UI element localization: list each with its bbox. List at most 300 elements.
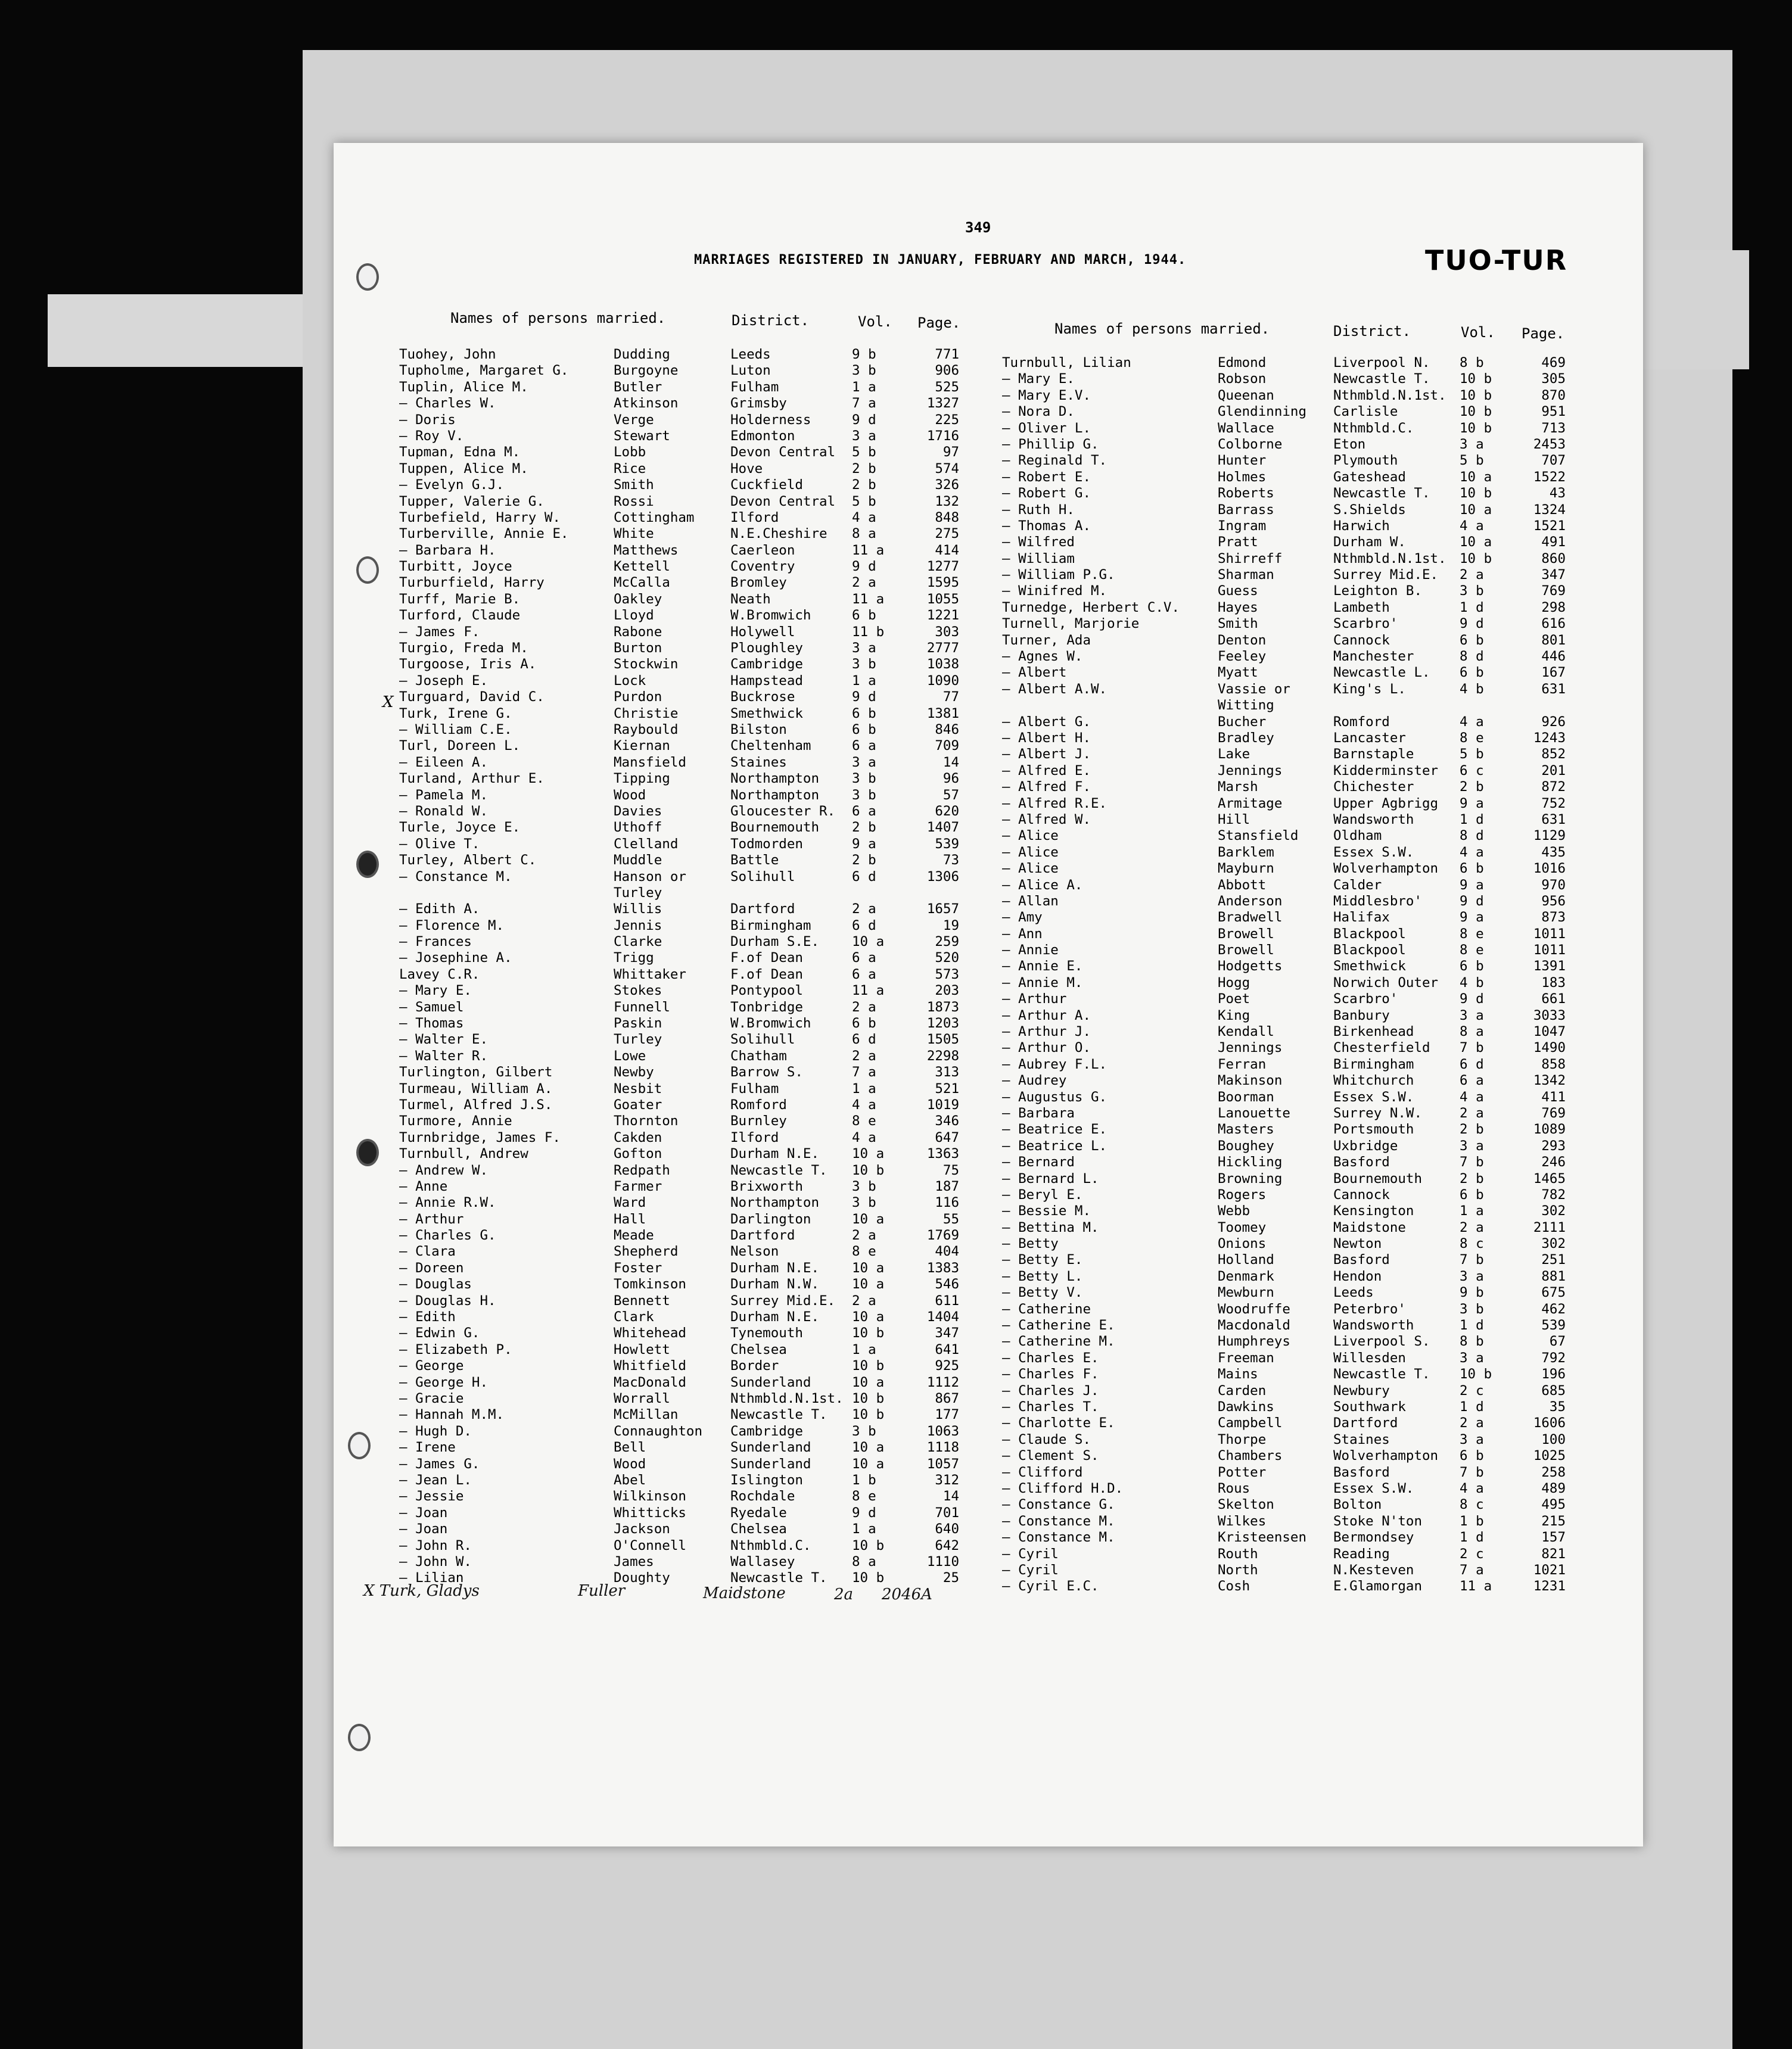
entry-district: Cannock (1333, 1187, 1390, 1203)
entry-vol: 10 a (852, 1276, 885, 1293)
entry-district: Fulham (730, 379, 779, 395)
entry-name: — Mary E.V. (1002, 387, 1091, 403)
entry-name: — Frances (399, 934, 472, 950)
entry-row (1002, 1236, 1574, 1252)
entry-spouse: Kettell (614, 559, 670, 575)
entry-spouse: Rice (614, 460, 646, 477)
entry-page: 1025 (1533, 1448, 1566, 1464)
entry-district: Plymouth (1333, 453, 1398, 469)
handwritten-spouse: Fuller (578, 1582, 626, 1600)
entry-row (1002, 633, 1574, 649)
binder-hole (348, 1432, 371, 1459)
entry-district: Cambridge (730, 1423, 803, 1439)
entry-spouse: Purdon (614, 689, 662, 705)
entry-name: Tuplin, Alice M. (399, 379, 528, 395)
entry-vol: 2 a (852, 1293, 876, 1309)
entry-row (1002, 1089, 1574, 1106)
entry-name: Turff, Marie B. (399, 591, 521, 607)
entry-district: F.of Dean (730, 966, 803, 982)
entry-district: Chatham (730, 1048, 787, 1064)
entry-name: — Edith (399, 1309, 456, 1325)
entry-page: 347 (1541, 567, 1566, 583)
entry-row (399, 869, 995, 885)
entry-vol: 3 a (1460, 1138, 1484, 1154)
entry-spouse: Connaughton (614, 1423, 703, 1439)
entry-spouse: Tipping (614, 771, 670, 787)
entry-district: Peterbro' (1333, 1301, 1406, 1317)
entry-vol: 8 e (1460, 942, 1484, 958)
entry-district: Solihull (730, 868, 795, 885)
entry-district: Solihull (730, 1032, 795, 1048)
entry-vol: 10 b (852, 1537, 885, 1553)
entry-district: Manchester (1333, 649, 1414, 665)
entry-page: 346 (935, 1113, 959, 1129)
entry-name: Turbitt, Joyce (399, 559, 512, 575)
entry-row (399, 624, 995, 640)
entry-row (399, 591, 995, 608)
entry-row (1002, 1057, 1574, 1073)
entry-vol: 3 b (852, 1195, 876, 1211)
entry-district: Newton (1333, 1236, 1382, 1252)
entry-district: King's L. (1333, 681, 1406, 697)
entry-name: — Annie (1002, 942, 1059, 958)
entry-vol: 2 a (852, 575, 876, 591)
entry-vol: 10 b (1460, 420, 1492, 436)
entry-vol: 10 b (1460, 550, 1492, 566)
entry-row (1002, 697, 1574, 714)
entry-spouse: Lake (1218, 746, 1250, 762)
entry-vol: 8 c (1460, 1236, 1484, 1252)
entry-spouse: Burgoyne (614, 363, 679, 379)
entry-name: — Amy (1002, 910, 1043, 926)
entry-spouse: Turley (614, 1032, 662, 1048)
entry-district: Newcastle T. (730, 1407, 827, 1423)
entry-vol: 2 a (1460, 567, 1484, 583)
entry-page: 1595 (926, 575, 959, 591)
entry-vol: 4 a (852, 1097, 876, 1113)
entry-vol: 2 b (852, 477, 876, 493)
entry-name: — Andrew W. (399, 1162, 489, 1178)
entry-vol: 3 b (852, 771, 876, 787)
entry-spouse: Dawkins (1218, 1399, 1274, 1415)
entry-district: Brixworth (730, 1178, 803, 1194)
entry-page: 251 (1541, 1252, 1566, 1268)
entry-vol: 7 b (1460, 1154, 1484, 1170)
entry-name: — Charles W. (399, 396, 496, 412)
entry-spouse: Bucher (1218, 714, 1267, 730)
entry-district: N.Kesteven (1333, 1562, 1414, 1578)
entry-page: 525 (935, 379, 959, 395)
entry-district: Battle (730, 852, 779, 868)
entry-spouse: Campbell (1218, 1415, 1283, 1431)
entry-spouse: Dudding (614, 347, 670, 362)
entry-spouse: McCalla (614, 575, 670, 591)
entry-spouse: Holland (1218, 1252, 1274, 1268)
entry-vol: 3 b (852, 656, 876, 672)
entry-spouse: Kristeensen (1218, 1530, 1307, 1546)
entry-name: Tuppen, Alice M. (399, 460, 528, 477)
entry-name: — Alfred R.E. (1002, 795, 1107, 811)
register-title: MARRIAGES REGISTERED IN JANUARY, FEBRUARY AND MARCH, 1944. (694, 253, 1187, 267)
entry-page: 446 (1541, 649, 1566, 665)
entry-page: 43 (1549, 485, 1566, 502)
entry-page: 303 (935, 624, 959, 640)
entry-page: 25 (942, 1570, 959, 1586)
entries-right-column (1002, 355, 1574, 1595)
entry-vol: 8 e (1460, 926, 1484, 942)
entry-row (1002, 958, 1574, 974)
entry-page: 858 (1541, 1056, 1566, 1072)
entry-vol: 1 a (852, 1080, 876, 1097)
entry-row (399, 1440, 995, 1456)
entry-row (1002, 1578, 1574, 1595)
entry-row (1002, 534, 1574, 550)
entry-name: — Douglas H. (399, 1293, 496, 1309)
entry-page: 1016 (1533, 861, 1566, 877)
entry-vol: 2 b (852, 460, 876, 477)
entry-district: Scarbro' (1333, 991, 1398, 1007)
entry-name: — Ruth H. (1002, 502, 1075, 518)
entry-name: — Alice (1002, 844, 1059, 860)
entry-page: 411 (1541, 1089, 1566, 1105)
entry-name: — Arthur (399, 1211, 464, 1227)
entry-name: — Alfred E. (1002, 762, 1091, 779)
entry-row (1002, 828, 1574, 844)
entry-vol: 11 a (1460, 1578, 1492, 1595)
entry-district: Chelsea (730, 1521, 787, 1537)
entry-vol: 1 b (1460, 1513, 1484, 1529)
entry-district: Islington (730, 1472, 803, 1488)
entry-spouse: Mains (1218, 1366, 1258, 1382)
entry-district: Upper Agbrigg (1333, 795, 1439, 811)
entry-name: — Charles J. (1002, 1382, 1099, 1399)
entry-spouse: Howlett (614, 1341, 670, 1357)
entry-spouse: Glendinning (1218, 404, 1307, 420)
entry-spouse: Wilkinson (614, 1489, 686, 1505)
entry-page: 846 (935, 721, 959, 737)
entry-district: Newcastle T. (1333, 1366, 1430, 1382)
entry-page: 1342 (1533, 1073, 1566, 1089)
entry-name: — Roy V. (399, 428, 464, 444)
entry-vol: 3 a (1460, 436, 1484, 452)
entry-row (399, 396, 995, 412)
entry-name: Turgoose, Iris A. (399, 656, 537, 672)
entry-district: Nthmbld.C. (730, 1537, 811, 1553)
entry-name: — Jessie (399, 1489, 464, 1505)
entry-page: 312 (935, 1472, 959, 1488)
entry-district: N.E.Cheshire (730, 526, 827, 542)
entry-district: Tynemouth (730, 1325, 803, 1341)
entry-name: — Catherine E. (1002, 1318, 1115, 1334)
entry-row (399, 1309, 995, 1325)
entry-page: 201 (1541, 762, 1566, 779)
entry-district: Blackpool (1333, 942, 1406, 958)
handwritten-name: X Turk, Gladys (363, 1582, 480, 1600)
entry-name: — Barbara (1002, 1105, 1075, 1121)
entry-vol: 2 a (852, 1228, 876, 1244)
entry-vol: 3 a (852, 754, 876, 770)
entry-spouse: Rous (1218, 1480, 1250, 1496)
entry-name: — Samuel (399, 999, 464, 1015)
entry-row (1002, 1220, 1574, 1236)
entry-row (399, 1032, 995, 1048)
entry-spouse: Davies (614, 803, 662, 819)
entry-district: Cannock (1333, 632, 1390, 648)
entry-row (1002, 893, 1574, 910)
entry-district: Cheltenham (730, 738, 811, 754)
entry-spouse: Barrass (1218, 502, 1274, 518)
entry-name: — Annie M. (1002, 974, 1083, 991)
entry-page: 2111 (1533, 1219, 1566, 1235)
entry-district: Whitchurch (1333, 1073, 1414, 1089)
entry-district: Durham S.E. (730, 934, 820, 950)
entry-page: 801 (1541, 632, 1566, 648)
entry-vol: 3 b (852, 787, 876, 803)
entry-vol: 9 d (1460, 616, 1484, 632)
entry-spouse: Carden (1218, 1382, 1267, 1399)
entry-name: — Bessie M. (1002, 1203, 1091, 1219)
entry-row (399, 1375, 995, 1391)
entry-page: 258 (1541, 1464, 1566, 1480)
entry-spouse: Denmark (1218, 1268, 1274, 1284)
entry-row (1002, 518, 1574, 534)
entry-spouse: Browell (1218, 926, 1274, 942)
entry-name: — William (1002, 550, 1075, 566)
entry-row (399, 1228, 995, 1244)
entry-vol: 9 b (1460, 1285, 1484, 1301)
entry-spouse: White (614, 526, 654, 542)
entry-district: Durham N.E. (730, 1309, 820, 1325)
entry-name: Turnbull, Lilian (1002, 355, 1131, 370)
entry-spouse: Bell (614, 1440, 646, 1456)
entry-name: — Robert E. (1002, 469, 1091, 485)
entry-row (399, 1293, 995, 1309)
entry-row (399, 1016, 995, 1032)
entry-row (399, 1276, 995, 1293)
entry-row (1002, 1138, 1574, 1154)
entry-page: 1716 (926, 428, 959, 444)
entry-page: 57 (942, 787, 959, 803)
entry-row (399, 575, 995, 591)
entry-district: Buckrose (730, 689, 795, 705)
entry-name: Turnbull, Andrew (399, 1146, 528, 1162)
entry-page: 1021 (1533, 1562, 1566, 1578)
entry-page: 1769 (926, 1228, 959, 1244)
entry-page: 1231 (1533, 1578, 1566, 1595)
entry-spouse: Denton (1218, 632, 1267, 648)
entry-page: 1324 (1533, 502, 1566, 518)
entry-spouse: Masters (1218, 1122, 1274, 1138)
entry-district: Durham N.E. (730, 1146, 820, 1162)
entry-vol: 7 a (852, 396, 876, 412)
entry-page: 616 (1541, 616, 1566, 632)
entry-vol: 6 d (852, 868, 876, 885)
entry-spouse: Jennings (1218, 1040, 1283, 1056)
entry-row (1002, 551, 1574, 567)
entry-name: — James F. (399, 624, 480, 640)
entry-name: — Douglas (399, 1276, 472, 1293)
entry-district: Lambeth (1333, 599, 1390, 615)
entry-page: 275 (935, 526, 959, 542)
film-tab-right (1630, 250, 1749, 369)
entry-vol: 8 c (1460, 1497, 1484, 1513)
entry-district: Bournemouth (730, 820, 820, 836)
entry-name: — Albert G. (1002, 714, 1091, 730)
entry-name: — Joan (399, 1521, 448, 1537)
entry-spouse: Whitehead (614, 1325, 686, 1341)
entry-vol: 9 d (852, 412, 876, 428)
entry-row (1002, 469, 1574, 485)
entry-vol: 10 a (852, 1374, 885, 1390)
entry-vol: 3 b (852, 1178, 876, 1194)
entry-row (399, 347, 995, 363)
entry-spouse: King (1218, 1007, 1250, 1023)
entry-vol: 3 a (1460, 1268, 1484, 1284)
entry-page: 970 (1541, 877, 1566, 893)
entry-row (399, 1113, 995, 1129)
entry-spouse: Lanouette (1218, 1105, 1290, 1121)
entry-district: Dartford (730, 1228, 795, 1244)
entry-page: 259 (935, 934, 959, 950)
entry-page: 2453 (1533, 436, 1566, 452)
entry-page: 215 (1541, 1513, 1566, 1529)
entry-district: Chelsea (730, 1341, 787, 1357)
entry-spouse: Atkinson (614, 396, 679, 412)
entry-spouse: Wood (614, 787, 646, 803)
entry-page: 1090 (926, 672, 959, 689)
entry-vol: 6 a (852, 950, 876, 966)
entry-spouse: Jennings (1218, 762, 1283, 779)
entry-vol: 4 a (1460, 844, 1484, 860)
entry-district: W.Bromwich (730, 1016, 811, 1032)
entry-name: — Constance M. (1002, 1530, 1115, 1546)
entry-row (399, 1521, 995, 1537)
entry-vol: 1 a (852, 1521, 876, 1537)
entry-vol: 10 b (852, 1391, 885, 1406)
entry-name: Turner, Ada (1002, 632, 1091, 648)
entry-name: — John W. (399, 1553, 472, 1570)
entry-row (399, 950, 995, 966)
entry-spouse: Gofton (614, 1146, 662, 1162)
entry-name: — Beatrice E. (1002, 1122, 1107, 1138)
entry-row (1002, 1399, 1574, 1415)
entry-vol: 3 a (1460, 1350, 1484, 1366)
entry-vol: 10 b (852, 1325, 885, 1341)
binder-hole (356, 851, 379, 878)
entry-row (1002, 1318, 1574, 1334)
entry-name: — Irene (399, 1440, 456, 1456)
entry-vol: 9 d (852, 559, 876, 575)
entry-spouse: Skelton (1218, 1497, 1274, 1513)
entry-vol: 3 a (1460, 1431, 1484, 1447)
entry-vol: 4 a (1460, 518, 1484, 534)
entry-vol: 4 a (1460, 1480, 1484, 1496)
entry-district: Caerleon (730, 542, 795, 558)
entry-spouse: Funnell (614, 999, 670, 1015)
entry-page: 2298 (926, 1048, 959, 1064)
entry-spouse: Hickling (1218, 1154, 1283, 1170)
entry-district: Ryedale (730, 1505, 787, 1521)
entry-name: — Eileen A. (399, 754, 489, 770)
entry-spouse: Doughty (614, 1570, 670, 1586)
entry-row (399, 494, 995, 510)
entry-page: 1243 (1533, 730, 1566, 746)
entry-vol: 10 a (1460, 502, 1492, 518)
entry-page: 709 (935, 738, 959, 754)
entry-spouse: Hayes (1218, 599, 1258, 615)
entry-row (399, 363, 995, 379)
entry-name: Turley, Albert C. (399, 852, 537, 868)
entry-page: 3033 (1533, 1007, 1566, 1023)
entry-district: Wolverhampton (1333, 1448, 1439, 1464)
entry-district: Newcastle T. (730, 1162, 827, 1178)
entry-name: Turnell, Marjorie (1002, 616, 1140, 632)
entry-name: — Bettina M. (1002, 1219, 1099, 1235)
entry-row (1002, 861, 1574, 877)
entry-page: 116 (935, 1195, 959, 1211)
entry-vol: 6 c (1460, 762, 1484, 779)
entry-name: Tuohey, John (399, 347, 496, 362)
entry-spouse: Roberts (1218, 485, 1274, 502)
entry-vol: 2 b (1460, 779, 1484, 795)
entry-name: — Mary E. (399, 983, 472, 999)
entry-name: Turl, Doreen L. (399, 738, 521, 754)
entry-name: — Beryl E. (1002, 1187, 1083, 1203)
entry-name: — Walter E. (399, 1032, 489, 1048)
entry-district: Wandsworth (1333, 1318, 1414, 1334)
entry-name: — Clifford H.D. (1002, 1480, 1124, 1496)
entry-spouse: Butler (614, 379, 662, 395)
entry-page: 1055 (926, 591, 959, 607)
entry-spouse: Nesbit (614, 1080, 662, 1097)
entry-spouse: Clark (614, 1309, 654, 1325)
entry-name: — Edwin G. (399, 1325, 480, 1341)
entry-row (399, 1456, 995, 1472)
entry-row (399, 608, 995, 624)
entry-name: — Beatrice L. (1002, 1138, 1107, 1154)
entry-page: 293 (1541, 1138, 1566, 1154)
entry-district: Durham N.E. (730, 1260, 820, 1276)
entry-row (1002, 1481, 1574, 1497)
entry-district: Holywell (730, 624, 795, 640)
entry-district: Smethwick (730, 705, 803, 721)
entry-page: 620 (935, 803, 959, 819)
entry-district: Uxbridge (1333, 1138, 1398, 1154)
entry-district: Devon Central (730, 444, 836, 460)
entry-district: Surrey N.W. (1333, 1105, 1423, 1121)
entry-spouse: Paskin (614, 1016, 662, 1032)
entry-spouse: Verge (614, 412, 654, 428)
entry-spouse: Myatt (1218, 665, 1258, 681)
entry-district: Ilford (730, 509, 779, 525)
entry-page: 870 (1541, 387, 1566, 403)
entry-row (1002, 1334, 1574, 1350)
entry-vol: 10 a (1460, 469, 1492, 485)
entry-page: 462 (1541, 1301, 1566, 1317)
entry-row (399, 1130, 995, 1146)
entry-spouse: Clarke (614, 934, 662, 950)
entry-row (399, 379, 995, 396)
entry-vol: 2 b (1460, 1170, 1484, 1187)
entry-page: 1277 (926, 559, 959, 575)
entry-row (399, 787, 995, 804)
entry-page: 640 (935, 1521, 959, 1537)
entry-name: — Doreen (399, 1260, 464, 1276)
entry-spouse: Newby (614, 1064, 654, 1080)
entry-name: — Clifford (1002, 1464, 1083, 1480)
entry-spouse: James (614, 1553, 654, 1570)
entry-name: — Betty (1002, 1236, 1059, 1252)
